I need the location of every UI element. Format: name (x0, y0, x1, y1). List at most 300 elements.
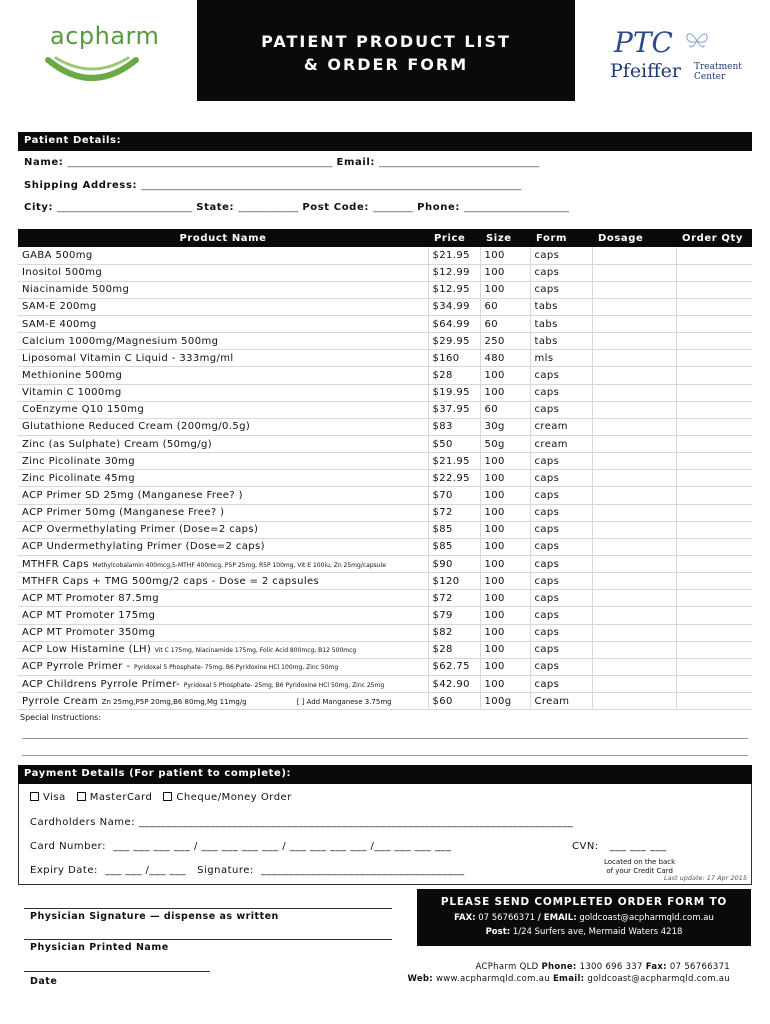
product-price: $21.95 (428, 453, 480, 470)
product-name: ACP MT Promoter 87.5mg (22, 592, 160, 604)
send-email-label: / EMAIL: (537, 913, 577, 923)
name-field[interactable]: _____________________________________________________ (67, 157, 333, 168)
product-form: caps (530, 470, 592, 487)
product-form: caps (530, 384, 592, 401)
dosage-cell[interactable] (592, 470, 676, 487)
footer-phone-label: Phone: (541, 962, 577, 972)
visa-checkbox[interactable] (30, 792, 39, 801)
footer-web-label: Web: (407, 974, 434, 984)
product-form: tabs (530, 333, 592, 350)
order-qty-cell[interactable] (676, 298, 752, 315)
footer-email[interactable]: goldcoast@acpharmqld.com.au (587, 974, 730, 984)
footer-email-label: Email: (552, 974, 585, 984)
dosage-cell[interactable] (592, 590, 676, 607)
product-name: ACP Low Histamine (LH) (22, 644, 152, 656)
product-form: caps (530, 573, 592, 590)
product-name: Inositol 500mg (22, 267, 103, 279)
product-price: $60 (428, 693, 480, 710)
order-qty-cell[interactable] (676, 247, 752, 264)
dosage-cell[interactable] (592, 247, 676, 264)
product-name: Methionine 500mg (22, 370, 123, 382)
product-name: ACP Primer SD 25mg (Manganese Free? ) (22, 490, 243, 502)
product-price: $37.95 (428, 401, 480, 418)
footer-company: ACPharm QLD (475, 962, 539, 972)
product-rows (18, 247, 752, 710)
table-row (18, 367, 752, 384)
dosage-cell[interactable] (592, 693, 676, 710)
dosage-cell[interactable] (592, 658, 676, 675)
col-product-name: Product Name (18, 229, 428, 247)
form-title (197, 0, 575, 101)
city-field[interactable]: ___________________________ (57, 202, 193, 213)
order-qty-cell[interactable] (676, 453, 752, 470)
ptc-mark: PTC (614, 26, 673, 59)
product-name-cell (18, 470, 428, 487)
send-post-address: 1/24 Surfers ave, Mermaid Waters 4218 (512, 927, 683, 937)
send-fax: 07 56766371 (478, 913, 536, 923)
state-field[interactable]: ____________ (238, 202, 299, 213)
table-row (18, 556, 752, 573)
product-price: $72 (428, 590, 480, 607)
product-price: $12.99 (428, 264, 480, 281)
product-name-cell (18, 264, 428, 281)
order-qty-cell[interactable] (676, 333, 752, 350)
cvn-label: CVN: (572, 841, 599, 852)
product-form: caps (530, 641, 592, 658)
product-size: 100 (480, 264, 530, 281)
product-size: 100 (480, 624, 530, 641)
product-form: caps (530, 521, 592, 538)
order-qty-cell[interactable] (676, 487, 752, 504)
pfeiffer-wordmark: Pfeiffer (610, 60, 681, 82)
col-form: Form (530, 229, 592, 247)
date-line[interactable] (24, 971, 210, 972)
product-name: Zinc Picolinate 30mg (22, 455, 135, 467)
cardholder-label: Cardholders Name: (30, 817, 135, 828)
product-name-cell (18, 676, 428, 693)
product-form: caps (530, 281, 592, 298)
product-form: caps (530, 401, 592, 418)
product-name-cell (18, 298, 428, 315)
table-row (18, 470, 752, 487)
patient-details-heading: Patient Details: (18, 132, 752, 151)
dosage-cell[interactable] (592, 367, 676, 384)
table-row (18, 298, 752, 315)
dosage-cell[interactable] (592, 281, 676, 298)
product-size: 60 (480, 401, 530, 418)
butterfly-icon (684, 30, 710, 52)
product-form: tabs (530, 316, 592, 333)
title-line-1: PATIENT PRODUCT LIST (261, 32, 511, 51)
order-qty-cell[interactable] (676, 607, 752, 624)
product-name-cell (18, 538, 428, 555)
order-qty-cell[interactable] (676, 418, 752, 435)
product-form: caps (530, 487, 592, 504)
product-name: ACP MT Promoter 350mg (22, 627, 156, 639)
signature-label: Signature: (197, 865, 254, 876)
order-qty-cell[interactable] (676, 556, 752, 573)
acpharm-swoosh-icon (42, 54, 142, 94)
order-qty-cell[interactable] (676, 367, 752, 384)
product-form: caps (530, 607, 592, 624)
state-label: State: (196, 202, 235, 213)
postcode-label: Post Code: (302, 202, 369, 213)
card-number-field[interactable]: ___ ___ ___ ___ / ___ ___ ___ ___ / ___ ___ ___ ___ /___ ___ ___ ___ (113, 841, 452, 852)
product-note: Pyridoxal 5 Phosphate- 75mg, B6 Pyridoxine HCl 100mg, Zinc 50mg (134, 664, 339, 672)
order-qty-cell[interactable] (676, 538, 752, 555)
table-row (18, 350, 752, 367)
product-name: SAM-E 400mg (22, 318, 97, 330)
table-row (18, 436, 752, 453)
acpharm-logo (42, 22, 192, 92)
last-update-text: Last update: 17 Apr 2015 (664, 874, 747, 882)
dosage-cell[interactable] (592, 676, 676, 693)
table-row (18, 624, 752, 641)
product-size: 250 (480, 333, 530, 350)
table-row (18, 264, 752, 281)
product-name: CoEnzyme Q10 150mg (22, 404, 145, 416)
product-price: $90 (428, 556, 480, 573)
table-row (18, 693, 752, 710)
table-row (18, 658, 752, 675)
physician-printed-name-line[interactable] (24, 939, 392, 940)
send-email[interactable]: goldcoast@acpharmqld.com.au (579, 913, 714, 923)
title-line-2: & ORDER FORM (303, 55, 469, 74)
product-name: Niacinamide 500mg (22, 284, 130, 296)
product-name-cell (18, 247, 428, 264)
footer-web[interactable]: www.acpharmqld.com.au (436, 974, 550, 984)
footer-fax-label: Fax: (645, 962, 667, 972)
order-qty-cell[interactable] (676, 384, 752, 401)
product-size: 100 (480, 281, 530, 298)
product-name: Vitamin C 1000mg (22, 387, 122, 399)
product-name-cell (18, 333, 428, 350)
product-size: 100 (480, 453, 530, 470)
cardholder-row (30, 817, 573, 828)
expiry-field[interactable]: ___ ___ /___ ___ (105, 865, 187, 876)
dosage-cell[interactable] (592, 453, 676, 470)
product-size: 100 (480, 658, 530, 675)
product-size: 100 (480, 641, 530, 658)
physician-signature-line[interactable] (24, 908, 392, 909)
dosage-cell[interactable] (592, 487, 676, 504)
order-qty-cell[interactable] (676, 281, 752, 298)
product-size: 100 (480, 470, 530, 487)
product-price: $85 (428, 521, 480, 538)
product-form: caps (530, 624, 592, 641)
product-name-cell (18, 521, 428, 538)
table-row (18, 607, 752, 624)
shipping-row (24, 180, 521, 191)
product-price: $22.95 (428, 470, 480, 487)
special-instructions-line-2[interactable] (22, 755, 748, 756)
name-email-row (24, 157, 539, 168)
product-name: Liposomal Vitamin C Liquid - 333mg/ml (22, 352, 234, 364)
card-number-row (30, 841, 451, 852)
product-price: $28 (428, 641, 480, 658)
product-name-cell (18, 573, 428, 590)
product-name-cell (18, 590, 428, 607)
product-price: $42.90 (428, 676, 480, 693)
table-row (18, 418, 752, 435)
product-price: $72 (428, 504, 480, 521)
product-size: 100 (480, 538, 530, 555)
dosage-cell[interactable] (592, 401, 676, 418)
product-name: Pyrrole Cream (22, 695, 99, 707)
located-note-line-2: of your Credit Card (606, 867, 673, 875)
product-size: 60 (480, 298, 530, 315)
mastercard-label: MasterCard (89, 792, 153, 803)
product-name: MTHFR Caps (22, 558, 89, 570)
table-row (18, 538, 752, 555)
product-price: $62.75 (428, 658, 480, 675)
table-row (18, 521, 752, 538)
cvn-field[interactable]: ___ ___ ___ (609, 841, 667, 852)
product-size: 60 (480, 316, 530, 333)
dosage-cell[interactable] (592, 607, 676, 624)
order-qty-cell[interactable] (676, 504, 752, 521)
product-name-cell (18, 436, 428, 453)
dosage-cell[interactable] (592, 316, 676, 333)
product-name-cell (18, 418, 428, 435)
product-name-cell (18, 556, 428, 573)
footer-phone: 1300 696 337 (579, 962, 643, 972)
product-price: $34.99 (428, 298, 480, 315)
product-form: caps (530, 247, 592, 264)
product-form: caps (530, 504, 592, 521)
table-row (18, 453, 752, 470)
product-size: 100 (480, 573, 530, 590)
shipping-field[interactable]: ____________________________________________________________________________ (141, 180, 522, 191)
pfeiffer-logo (608, 26, 748, 86)
center-text: Center (694, 72, 726, 82)
product-name: Calcium 1000mg/Magnesium 500mg (22, 335, 219, 347)
order-qty-cell[interactable] (676, 573, 752, 590)
located-note-line-1: Located on the back (604, 858, 676, 866)
treatment-center-text (694, 62, 742, 82)
order-qty-cell[interactable] (676, 658, 752, 675)
phone-field[interactable]: _____________________ (464, 202, 570, 213)
dosage-cell[interactable] (592, 333, 676, 350)
table-row (18, 504, 752, 521)
product-price: $120 (428, 573, 480, 590)
product-price: $85 (428, 538, 480, 555)
send-to-box (417, 889, 751, 946)
col-size: Size (480, 229, 530, 247)
postcode-field[interactable]: ________ (373, 202, 414, 213)
dosage-cell[interactable] (592, 624, 676, 641)
product-form: caps (530, 556, 592, 573)
send-fax-email (417, 913, 751, 923)
product-size: 100 (480, 607, 530, 624)
product-name-cell (18, 453, 428, 470)
product-price: $21.95 (428, 247, 480, 264)
dosage-cell[interactable] (592, 384, 676, 401)
shipping-label: Shipping Address: (24, 180, 138, 191)
treatment-text: Treatment (694, 62, 742, 72)
product-price: $50 (428, 436, 480, 453)
expiry-label: Expiry Date: (30, 865, 98, 876)
product-name: MTHFR Caps + TMG 500mg/2 caps - Dose = 2 capsules (22, 575, 320, 587)
product-table (18, 229, 752, 710)
dosage-cell[interactable] (592, 573, 676, 590)
add-manganese-option[interactable]: [ ] Add Manganese 3.75mg (296, 697, 392, 706)
table-row (18, 590, 752, 607)
order-qty-cell[interactable] (676, 470, 752, 487)
dosage-cell[interactable] (592, 350, 676, 367)
col-dosage: Dosage (592, 229, 676, 247)
table-row (18, 247, 752, 264)
product-price: $83 (428, 418, 480, 435)
signature-field[interactable]: _____________________________________ (261, 865, 465, 876)
product-name: ACP Undermethylating Primer (Dose=2 caps) (22, 541, 265, 553)
order-qty-cell[interactable] (676, 350, 752, 367)
product-form: caps (530, 658, 592, 675)
dosage-cell[interactable] (592, 264, 676, 281)
product-size: 100g (480, 693, 530, 710)
send-fax-label: FAX: (454, 913, 476, 923)
product-name: Zinc (as Sulphate) Cream (50mg/g) (22, 438, 213, 450)
product-name-cell (18, 693, 428, 710)
cheque-checkbox[interactable] (163, 792, 172, 801)
product-form: cream (530, 436, 592, 453)
product-size: 100 (480, 676, 530, 693)
product-name-cell (18, 350, 428, 367)
product-name-cell (18, 316, 428, 333)
order-qty-cell[interactable] (676, 693, 752, 710)
expiry-signature-row (30, 865, 465, 876)
cardholder-field[interactable]: _______________________________________________________________________________ (138, 817, 574, 828)
product-size: 100 (480, 521, 530, 538)
product-name: ACP Primer 50mg (Manganese Free? ) (22, 507, 225, 519)
table-row (18, 384, 752, 401)
product-name-cell (18, 367, 428, 384)
special-instructions-label: Special Instructions: (20, 713, 102, 722)
order-qty-cell[interactable] (676, 590, 752, 607)
product-form: mls (530, 350, 592, 367)
physician-printed-name-label: Physician Printed Name (30, 942, 169, 953)
table-row (18, 316, 752, 333)
name-label: Name: (24, 157, 64, 168)
product-form: caps (530, 453, 592, 470)
product-name-cell (18, 658, 428, 675)
footer-fax: 07 56766371 (669, 962, 730, 972)
product-name: ACP Pyrrole Primer - (22, 661, 131, 673)
table-row (18, 641, 752, 658)
email-field[interactable]: ________________________________ (379, 157, 540, 168)
product-price: $29.95 (428, 333, 480, 350)
product-price: $19.95 (428, 384, 480, 401)
city-row (24, 202, 569, 213)
dosage-cell[interactable] (592, 418, 676, 435)
phone-label: Phone: (417, 202, 460, 213)
table-row (18, 333, 752, 350)
order-qty-cell[interactable] (676, 676, 752, 693)
product-form: caps (530, 367, 592, 384)
dosage-cell[interactable] (592, 298, 676, 315)
mastercard-checkbox[interactable] (77, 792, 86, 801)
product-size: 100 (480, 487, 530, 504)
product-size: 100 (480, 384, 530, 401)
product-note: Zn 25mg,P5P 20mg,B6 80mg,Mg 11mg/g (101, 697, 247, 706)
product-price: $64.99 (428, 316, 480, 333)
product-note: Pyridoxal 5 Phosphate- 25mg, B6 Pyridoxine HCl 50mg, Zinc 25mg (183, 681, 385, 689)
product-size: 100 (480, 247, 530, 264)
product-name: GABA 500mg (22, 249, 93, 261)
dosage-cell[interactable] (592, 641, 676, 658)
order-qty-cell[interactable] (676, 436, 752, 453)
order-qty-cell[interactable] (676, 401, 752, 418)
product-name: SAM-E 200mg (22, 301, 97, 313)
payment-method-row (30, 792, 292, 803)
special-instructions-line-1[interactable] (22, 738, 748, 739)
product-name-cell (18, 487, 428, 504)
product-form: Cream (530, 693, 592, 710)
send-post (417, 927, 751, 937)
product-name: Zinc Picolinate 45mg (22, 472, 135, 484)
send-post-label: Post: (485, 927, 511, 937)
product-name: ACP Childrens Pyrrole Primer- (22, 678, 181, 690)
product-note: Methylcobalamin 400mcg,5-MTHF 400mcg, P5P 25mg, R5P 100mg, Vit E 100iu, Zn 25mg/capsule (92, 561, 386, 569)
dosage-cell[interactable] (592, 556, 676, 573)
product-name-cell (18, 384, 428, 401)
product-price: $70 (428, 487, 480, 504)
product-form: tabs (530, 298, 592, 315)
order-qty-cell[interactable] (676, 316, 752, 333)
cheque-label: Cheque/Money Order (176, 792, 292, 803)
product-form: caps (530, 590, 592, 607)
product-price: $28 (428, 367, 480, 384)
table-row (18, 401, 752, 418)
product-form: caps (530, 676, 592, 693)
cvn-row (572, 841, 667, 852)
product-size: 30g (480, 418, 530, 435)
email-label: Email: (336, 157, 375, 168)
dosage-cell[interactable] (592, 504, 676, 521)
product-size: 480 (480, 350, 530, 367)
dosage-cell[interactable] (592, 538, 676, 555)
col-price: Price (428, 229, 480, 247)
product-price: $79 (428, 607, 480, 624)
product-price: $160 (428, 350, 480, 367)
order-qty-cell[interactable] (676, 624, 752, 641)
footer-contact-line (400, 962, 730, 972)
order-qty-cell[interactable] (676, 264, 752, 281)
product-price: $82 (428, 624, 480, 641)
col-order-qty: Order Qty (676, 229, 752, 247)
product-name-cell (18, 504, 428, 521)
order-qty-cell[interactable] (676, 641, 752, 658)
product-name: ACP Overmethylating Primer (Dose=2 caps) (22, 524, 259, 536)
table-row (18, 487, 752, 504)
product-table-header (18, 229, 752, 247)
send-title: PLEASE SEND COMPLETED ORDER FORM TO (440, 896, 728, 908)
product-price: $12.95 (428, 281, 480, 298)
table-row (18, 281, 752, 298)
product-name-cell (18, 401, 428, 418)
dosage-cell[interactable] (592, 521, 676, 538)
dosage-cell[interactable] (592, 436, 676, 453)
product-size: 100 (480, 367, 530, 384)
physician-signature-label: Physician Signature — dispense as written (30, 911, 279, 922)
product-name-cell (18, 641, 428, 658)
product-size: 100 (480, 590, 530, 607)
order-qty-cell[interactable] (676, 521, 752, 538)
product-name-cell (18, 607, 428, 624)
product-form: cream (530, 418, 592, 435)
product-size: 100 (480, 504, 530, 521)
product-name: ACP MT Promoter 175mg (22, 610, 156, 622)
